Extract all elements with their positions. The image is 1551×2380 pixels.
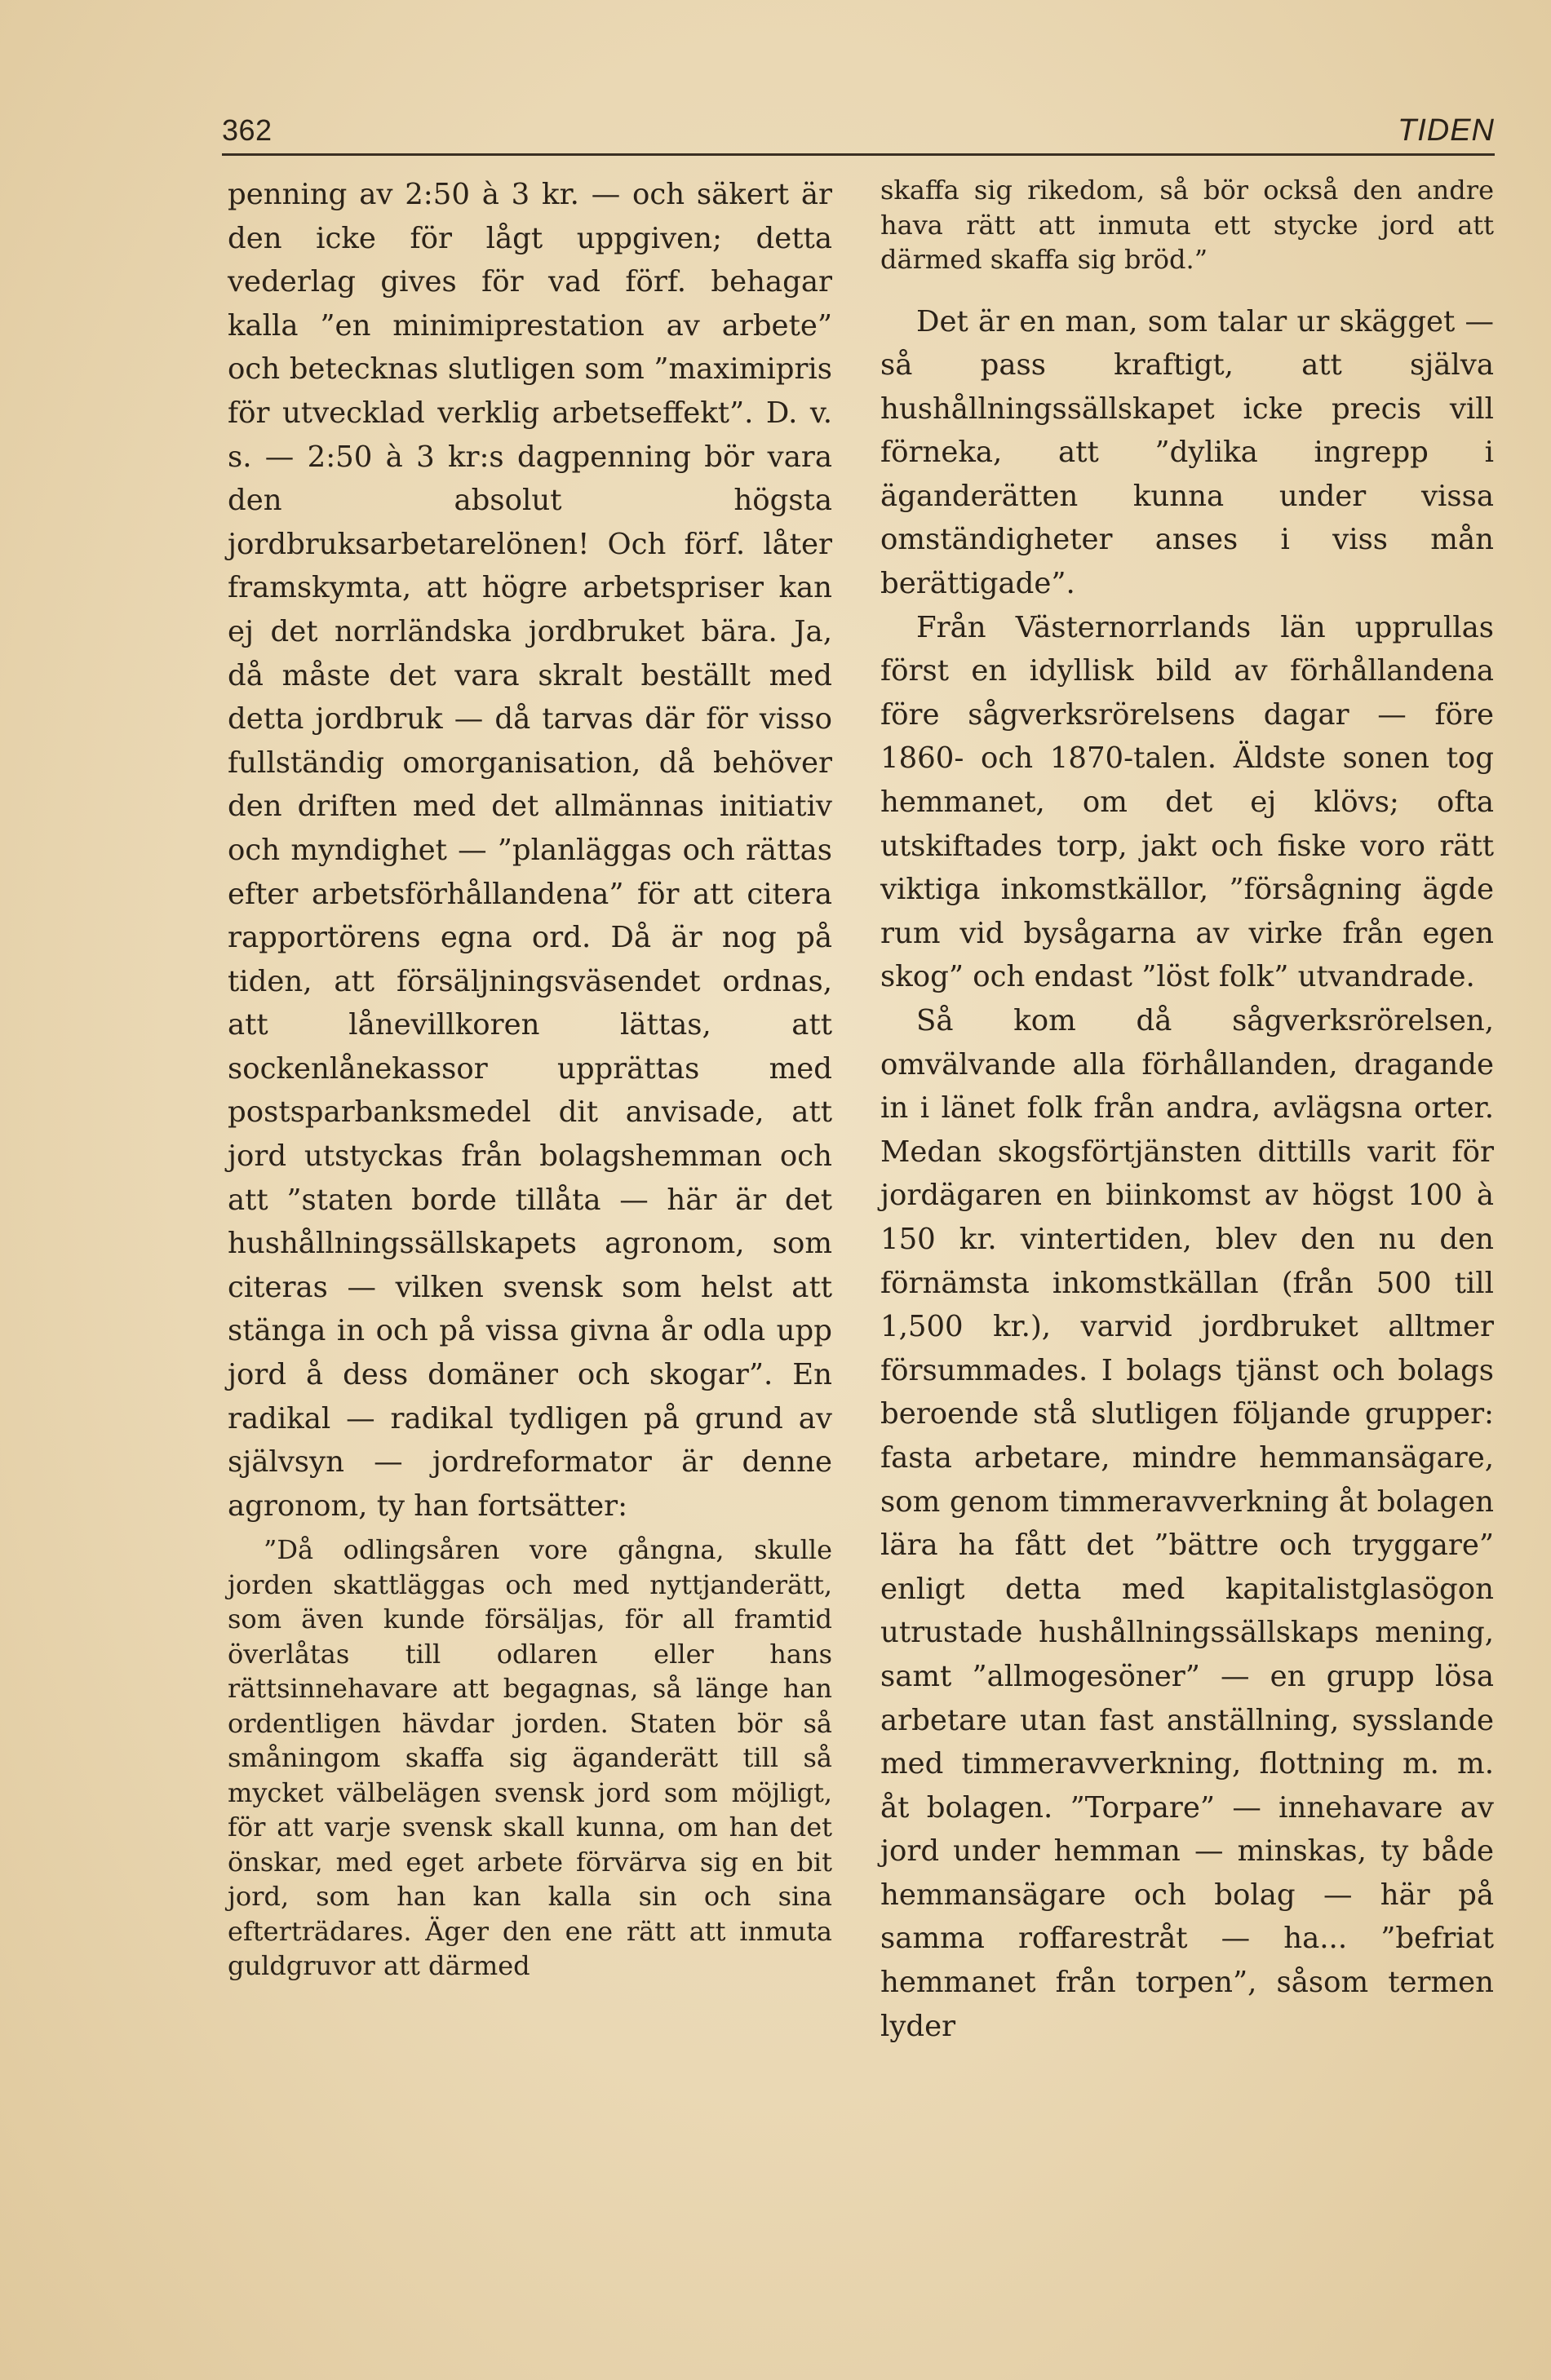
left-column bbox=[228, 173, 832, 1984]
left-quote: ”Då odlingsåren vore gångna, skulle jorden skattläggas och med nyttjanderätt, som även kunde försäljas, för all framtid överlåtas till odlaren eller hans rättsinnehavare att begagnas, så länge han ordentligen hävdar jorden. Staten bör så småningom skaffa sig äganderätt till så mycket välbelägen svensk jord som möjligt, för att varje svensk skall kunna, om han det önskar, med eget arbete förvärva sig en bit jord, som han kan kalla sin och sina efterträdares. Äger den ene rätt att inmuta guldgruvor att därmed bbox=[228, 1534, 832, 1982]
right-paragraph-1: Det är en man, som talar ur skägget — så pass kraftigt, att själva hushållningssällskapet icke precis vill förneka, att ”dylika ingrepp i äganderätten kunna under vissa omständigheter anses i viss mån berättigade”. bbox=[880, 304, 1494, 601]
running-title: TIDEN bbox=[1398, 113, 1495, 148]
page-number: 362 bbox=[222, 113, 273, 147]
left-paragraph: penning av 2:50 à 3 kr. — och säkert är den icke för lågt uppgiven; detta vederlag gives för vad förf. behagar kalla ”en minimiprestation av arbete” och betecknas slutligen som ”maximipris för utvecklad verklig arbetseffekt”. D. v. s. — 2:50 à 3 kr:s dagpenning bör vara den absolut högsta jordbruksarbetarelönen! Och förf. låter framskymta, att högre arbetspriser kan ej det norrländska jordbruket bära. Ja, då måste det vara skralt beställt med detta jordbruk — då tarvas där för visso fullständig omorganisation, då behöver den driften med det allmännas initiativ och myndighet — ”planläggas och rättas efter arbetsförhållandena” för att citera rapportörens egna ord. Då är nog på tiden, att försäljningsväsendet ordnas, att lånevillkoren lättas, att sockenlånekassor upprättas med postsparbanksmedel dit anvisade, att jord utstyckas från bolagshemman och att ”staten borde tillåta — här är det hushållningssällskapets agronom, som citeras — vilken svensk som helst att stänga in och på vissa givna år odla upp jord å dess domäner och skogar”. En radikal — radikal tydligen på grund av självsyn — jordreformator är denne agronom, ty han fortsätter: bbox=[228, 178, 832, 1523]
header-rule bbox=[222, 153, 1495, 156]
right-quote-end: skaffa sig rikedom, så bör också den andre hava rätt att inmuta ett stycke jord att därmed skaffa sig bröd.” bbox=[880, 175, 1494, 275]
right-column bbox=[880, 173, 1494, 2048]
right-paragraph-3: Så kom då sågverksrörelsen, omvälvande alla förhållanden, dragande in i länet folk från andra, avlägsna orter. Medan skogsförtjänsten dittills varit för jordägaren en biinkomst av högst 100 à 150 kr. vintertiden, blev den nu den förnämsta inkomstkällan (från 500 till 1,500 kr.), varvid jordbruket alltmer försummades. I bolags tjänst och bolags beroende stå slutligen följande grupper: fasta arbetare, mindre hemmansägare, som genom timmeravverkning åt bolagen lära ha fått det ”bättre och tryggare” enligt detta med kapitalistglasögon utrustade hushållningssällskaps mening, samt ”allmogesöner” — en grupp lösa arbetare utan fast anställning, sysslande med timmeravverkning, flottning m. m. åt bolagen. ”Torpare” — innehavare av jord under hemman — minskas, ty både hemmansägare och bolag — här på samma roffarestråt — ha... ”befriat hemmanet från torpen”, såsom termen lyder bbox=[880, 1004, 1494, 2043]
right-paragraph-2: Från Västernorrlands län upprullas först en idyllisk bild av förhållandena före sågverksrörelsens dagar — före 1860- och 1870-talen. Äldste sonen tog hemmanet, om det ej klövs; ofta utskiftades torp, jakt och fiske voro rätt viktiga inkomstkällor, ”försågning ägde rum vid bysågarna av virke från egen skog” och endast ”löst folk” utvandrade. bbox=[880, 610, 1494, 994]
page-header bbox=[222, 113, 1495, 153]
